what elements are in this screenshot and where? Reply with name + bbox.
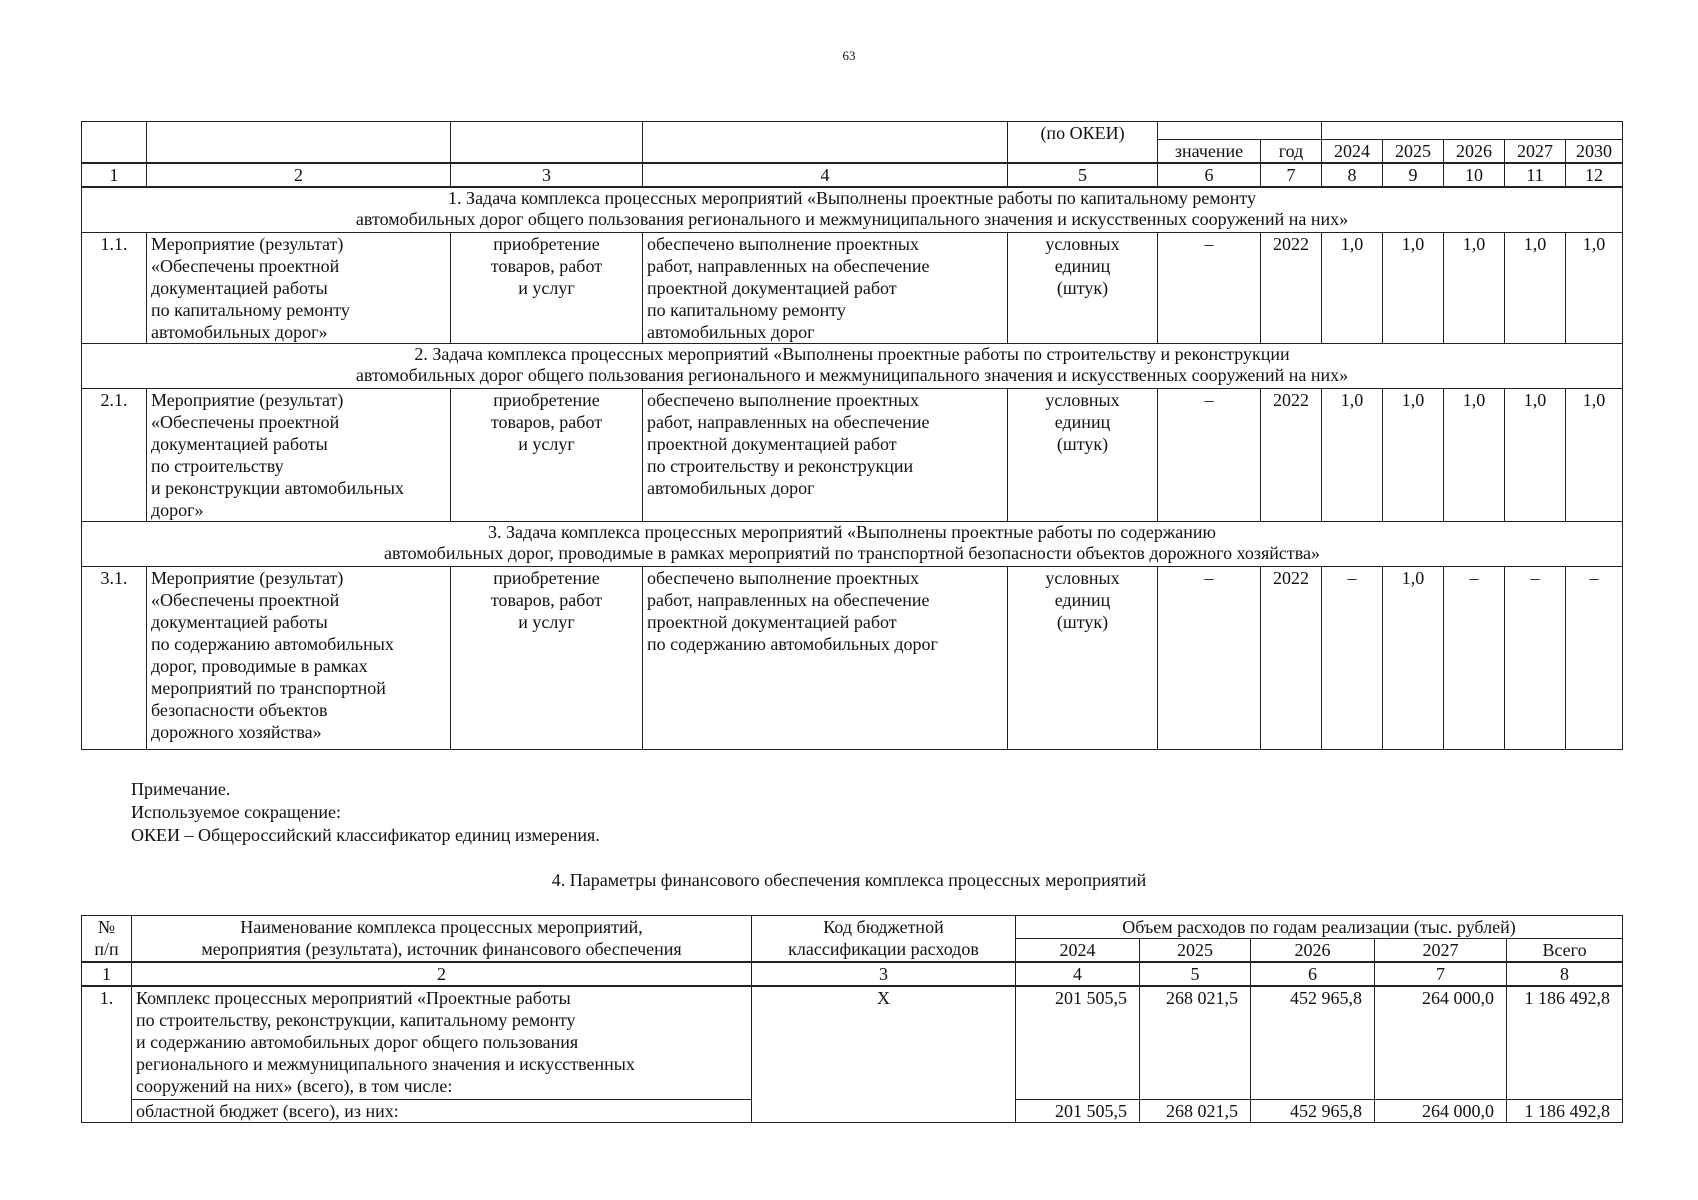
year-header: 2030 xyxy=(1566,140,1623,164)
text-line: по строительству, реконструкции, капитальному ремонту xyxy=(136,1010,576,1030)
year-header: 2027 xyxy=(1375,939,1507,963)
column-number: 2 xyxy=(147,163,451,187)
text-line: регионального и межмуниципального значения и искусственных xyxy=(136,1054,635,1074)
column-number: 11 xyxy=(1505,163,1566,187)
text-line: Наименование комплекса процессных мероприятий, xyxy=(240,917,643,937)
text-line: автомобильных дорог» xyxy=(151,322,328,342)
text-line: приобретение xyxy=(493,234,600,254)
column-number: 9 xyxy=(1383,163,1444,187)
text-line: по содержанию автомобильных дорог xyxy=(647,634,938,654)
year-header: 2026 xyxy=(1251,939,1375,963)
text-line: приобретение xyxy=(493,390,600,410)
text-line: мероприятия (результата), источник финансового обеспечения xyxy=(201,939,682,959)
unit-of-measure xyxy=(1008,389,1158,522)
text-line: п/п xyxy=(94,939,119,959)
text-line: проектной документацией работ xyxy=(647,278,897,298)
text-line: классификации расходов xyxy=(788,939,979,959)
text-line: по строительству xyxy=(151,456,284,476)
section-title-line: автомобильных дорог, проводимые в рамках мероприятий по транспортной безопасности объектов дорожного хозяйства» xyxy=(383,543,1321,563)
column-number: 7 xyxy=(1375,962,1507,986)
amount-cell: 268 021,5 xyxy=(1140,986,1251,1100)
volume-header: Объем расходов по годам реализации (тыс. рублей) xyxy=(1016,916,1623,939)
table-row xyxy=(82,986,1623,1100)
text-line: Код бюджетной xyxy=(823,917,944,937)
column-number: 10 xyxy=(1444,163,1505,187)
year-value: 1,0 xyxy=(1444,389,1505,522)
column-numbers-row xyxy=(82,962,1623,986)
text-line: обеспечено выполнение проектных xyxy=(647,234,919,254)
text-line: Мероприятие (результат) xyxy=(151,390,344,410)
text-line: безопасности объектов xyxy=(151,700,328,720)
year-value: 1,0 xyxy=(1322,233,1383,344)
code-header xyxy=(752,916,1016,963)
base-year: 2022 xyxy=(1261,389,1322,522)
text-line: документацией работы xyxy=(151,612,328,632)
text-line: по капитальному ремонту xyxy=(151,300,350,320)
text-line: (штук) xyxy=(1056,612,1109,632)
num-header xyxy=(82,916,132,963)
table-row xyxy=(82,389,1623,522)
text-line: документацией работы xyxy=(151,434,328,454)
text-line: работ, направленных на обеспечение xyxy=(647,256,930,276)
amount-cell: 201 505,5 xyxy=(1016,986,1140,1100)
text-line: обеспечено выполнение проектных xyxy=(647,390,919,410)
text-line: и реконструкции автомобильных xyxy=(151,478,404,498)
text-line: (штук) xyxy=(1056,434,1109,454)
year-header: 2025 xyxy=(1383,140,1444,164)
section-title-line: автомобильных дорог общего пользования регионального и межмуниципального значения и искусственных сооружений на них» xyxy=(355,365,1349,385)
section-title-line: 2. Задача комплекса процессных мероприятий «Выполнены проектные работы по строительству и реконструкции xyxy=(414,344,1290,364)
year-value: 1,0 xyxy=(1322,389,1383,522)
base-value-header: значение xyxy=(1158,140,1261,164)
text-line: проектной документацией работ xyxy=(647,612,897,632)
text-line: проектной документацией работ xyxy=(647,434,897,454)
text-line: документацией работы xyxy=(151,278,328,298)
year-value: – xyxy=(1322,567,1383,750)
text-line: по капитальному ремонту xyxy=(647,300,846,320)
column-number: 1 xyxy=(82,163,147,187)
measure-type xyxy=(451,389,643,522)
year-header: 2024 xyxy=(1016,939,1140,963)
section-title-row xyxy=(82,344,1623,389)
text-line: и услуг xyxy=(518,278,575,298)
measure-characteristic xyxy=(643,567,1008,750)
funding-source: областной бюджет (всего), из них: xyxy=(132,1100,752,1123)
text-line: и услуг xyxy=(518,434,575,454)
finance-table xyxy=(81,915,1623,1123)
text-line: обеспечено выполнение проектных xyxy=(647,568,919,588)
column-number: 5 xyxy=(1008,163,1158,187)
total-cell: 1 186 492,8 xyxy=(1507,1100,1623,1123)
section-title xyxy=(82,522,1623,567)
year-value: 1,0 xyxy=(1383,233,1444,344)
header-row xyxy=(82,122,1623,140)
column-number: 8 xyxy=(1322,163,1383,187)
column-number: 2 xyxy=(132,962,752,986)
text-line: товаров, работ xyxy=(490,590,603,610)
measure-name xyxy=(147,567,451,750)
table-row xyxy=(82,567,1623,750)
column-number: 4 xyxy=(1016,962,1140,986)
text-line: условных xyxy=(1045,234,1120,254)
measure-name xyxy=(147,389,451,522)
section-title-line: 1. Задача комплекса процессных мероприятий «Выполнены проектные работы по капитальному ремонту xyxy=(448,188,1256,208)
text-line: автомобильных дорог xyxy=(647,478,815,498)
year-value: 1,0 xyxy=(1505,389,1566,522)
text-line: Мероприятие (результат) xyxy=(151,234,344,254)
header-row xyxy=(82,916,1623,939)
text-line: приобретение xyxy=(493,568,600,588)
year-header: 2026 xyxy=(1444,140,1505,164)
indicators-table xyxy=(81,121,1623,750)
row-number: 1. xyxy=(82,986,132,1123)
amount-cell: 268 021,5 xyxy=(1140,1100,1251,1123)
column-number: 6 xyxy=(1158,163,1261,187)
year-value: 1,0 xyxy=(1566,389,1623,522)
text-line: № xyxy=(97,917,116,937)
text-line: автомобильных дорог xyxy=(647,322,815,342)
text-line: товаров, работ xyxy=(490,256,603,276)
year-value: – xyxy=(1505,567,1566,750)
name-header xyxy=(132,916,752,963)
text-line: работ, направленных на обеспечение xyxy=(647,412,930,432)
text-line: мероприятий по транспортной xyxy=(151,678,386,698)
complex-name xyxy=(132,986,752,1100)
finance-section-title: 4. Параметры финансового обеспечения комплекса процессных мероприятий xyxy=(551,870,1147,890)
text-line: «Обеспечены проектной xyxy=(151,412,340,432)
base-year: 2022 xyxy=(1261,567,1322,750)
column-number: 5 xyxy=(1140,962,1251,986)
note xyxy=(131,778,600,847)
year-header: 2027 xyxy=(1505,140,1566,164)
text-line: условных xyxy=(1045,568,1120,588)
base-year: 2022 xyxy=(1261,233,1322,344)
year-value: 1,0 xyxy=(1383,567,1444,750)
amount-cell: 264 000,0 xyxy=(1375,986,1507,1100)
unit-of-measure xyxy=(1008,567,1158,750)
column-number: 12 xyxy=(1566,163,1623,187)
text-line: единиц xyxy=(1054,590,1111,610)
total-cell: 1 186 492,8 xyxy=(1507,986,1623,1100)
year-value: – xyxy=(1566,567,1623,750)
measure-type xyxy=(451,233,643,344)
column-number: 3 xyxy=(451,163,643,187)
section-title-line: 3. Задача комплекса процессных мероприятий «Выполнены проектные работы по содержанию xyxy=(488,522,1216,542)
measure-characteristic xyxy=(643,389,1008,522)
section-title-line: автомобильных дорог общего пользования регионального и межмуниципального значения и искусственных сооружений на них» xyxy=(355,209,1349,229)
column-number: 1 xyxy=(82,962,132,986)
section-title xyxy=(82,344,1623,389)
year-value: 1,0 xyxy=(1383,389,1444,522)
text-line: «Обеспечены проектной xyxy=(151,590,340,610)
budget-code: Х xyxy=(752,986,1016,1123)
text-line: работ, направленных на обеспечение xyxy=(647,590,930,610)
base-value: – xyxy=(1158,389,1261,522)
text-line: товаров, работ xyxy=(490,412,603,432)
year-header: 2024 xyxy=(1322,140,1383,164)
column-numbers-row xyxy=(82,163,1623,187)
page-number: 63 xyxy=(842,48,856,63)
year-header: 2025 xyxy=(1140,939,1251,963)
unit-of-measure xyxy=(1008,233,1158,344)
unit-okei-header: (по ОКЕИ) xyxy=(1008,122,1158,164)
table-row xyxy=(82,233,1623,344)
text-line: Комплекс процессных мероприятий «Проектные работы xyxy=(136,988,571,1008)
text-line: (штук) xyxy=(1056,278,1109,298)
text-line: дорог, проводимые в рамках xyxy=(151,656,368,676)
year-value: – xyxy=(1444,567,1505,750)
text-line: единиц xyxy=(1054,412,1111,432)
column-number: 7 xyxy=(1261,163,1322,187)
measure-name xyxy=(147,233,451,344)
year-value: 1,0 xyxy=(1444,233,1505,344)
text-line: дорог» xyxy=(151,500,204,520)
text-line: и услуг xyxy=(518,612,575,632)
amount-cell: 452 965,8 xyxy=(1251,1100,1375,1123)
amount-cell: 452 965,8 xyxy=(1251,986,1375,1100)
text-line: сооружений на них» (всего), в том числе: xyxy=(136,1076,453,1096)
row-number: 2.1. xyxy=(82,389,147,522)
text-line: дорожного хозяйства» xyxy=(151,722,322,742)
text-line: по строительству и реконструкции xyxy=(647,456,914,476)
row-number: 1.1. xyxy=(82,233,147,344)
column-number: 4 xyxy=(643,163,1008,187)
text-line: по содержанию автомобильных xyxy=(151,634,394,654)
base-year-header: год xyxy=(1261,140,1322,164)
section-title xyxy=(82,187,1623,233)
column-number: 8 xyxy=(1507,962,1623,986)
base-value: – xyxy=(1158,567,1261,750)
row-number: 3.1. xyxy=(82,567,147,750)
note-abbreviation: ОКЕИ – Общероссийский классификатор единиц измерения. xyxy=(131,825,600,845)
amount-cell: 264 000,0 xyxy=(1375,1100,1507,1123)
text-line: условных xyxy=(1045,390,1120,410)
text-line: единиц xyxy=(1054,256,1111,276)
section-title-row xyxy=(82,187,1623,233)
total-header: Всего xyxy=(1507,939,1623,963)
amount-cell: 201 505,5 xyxy=(1016,1100,1140,1123)
year-value: 1,0 xyxy=(1566,233,1623,344)
note-title: Примечание. xyxy=(131,779,231,799)
text-line: Мероприятие (результат) xyxy=(151,568,344,588)
measure-type xyxy=(451,567,643,750)
text-line: «Обеспечены проектной xyxy=(151,256,340,276)
base-value: – xyxy=(1158,233,1261,344)
column-number: 3 xyxy=(752,962,1016,986)
year-value: 1,0 xyxy=(1505,233,1566,344)
note-subtitle: Используемое сокращение: xyxy=(131,802,341,822)
text-line: и содержанию автомобильных дорог общего пользования xyxy=(136,1032,579,1052)
measure-characteristic xyxy=(643,233,1008,344)
section-title-row xyxy=(82,522,1623,567)
column-number: 6 xyxy=(1251,962,1375,986)
